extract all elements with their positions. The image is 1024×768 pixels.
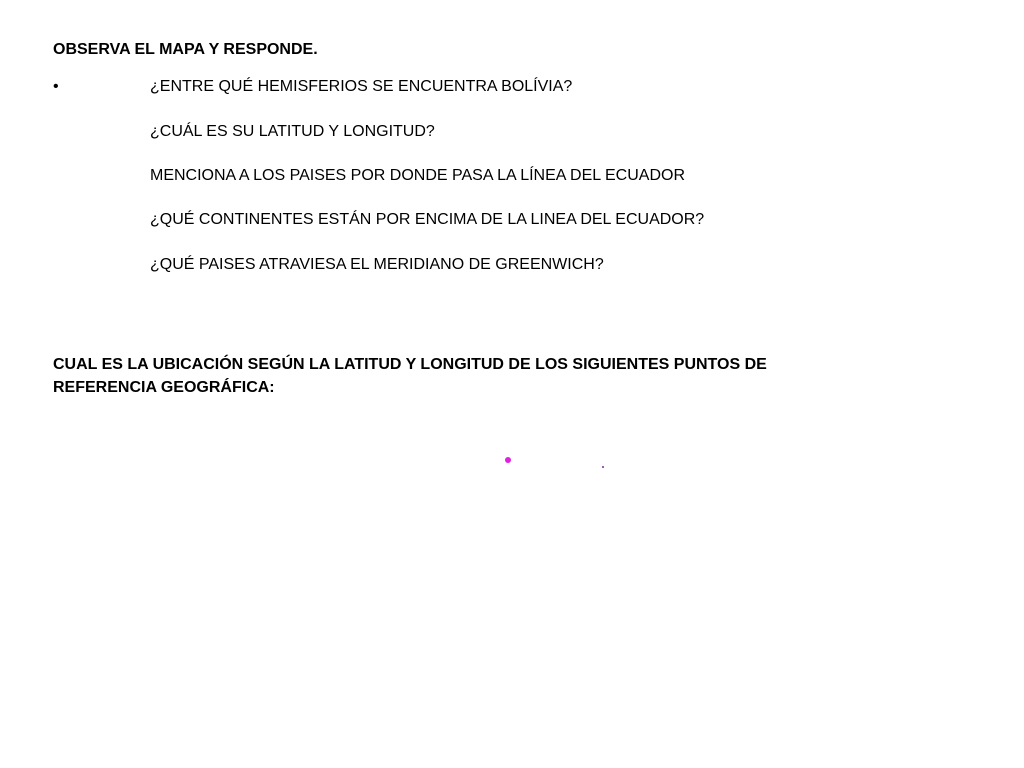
question-2: ¿CUÁL ES SU LATITUD Y LONGITUD? <box>150 123 435 140</box>
section-heading-line-2: REFERENCIA GEOGRÁFICA: <box>53 379 275 396</box>
slide-title: OBSERVA EL MAPA Y RESPONDE. <box>53 41 318 58</box>
section-heading-line-1: CUAL ES LA UBICACIÓN SEGÚN LA LATITUD Y LONGITUD DE LOS SIGUIENTES PUNTOS DE <box>53 356 767 373</box>
question-4: ¿QUÉ CONTINENTES ESTÁN POR ENCIMA DE LA LINEA DEL ECUADOR? <box>150 211 705 228</box>
magenta-dot-marker <box>505 457 511 463</box>
section-heading <box>53 353 953 399</box>
question-3: MENCIONA A LOS PAISES POR DONDE PASA LA LÍNEA DEL ECUADOR <box>150 167 685 184</box>
question-5: ¿QUÉ PAISES ATRAVIESA EL MERIDIANO DE GREENWICH? <box>150 256 604 273</box>
bullet-marker: • <box>53 78 59 95</box>
small-dot-marker <box>602 466 604 468</box>
question-1: ¿ENTRE QUÉ HEMISFERIOS SE ENCUENTRA BOLÍVIA? <box>150 78 573 95</box>
